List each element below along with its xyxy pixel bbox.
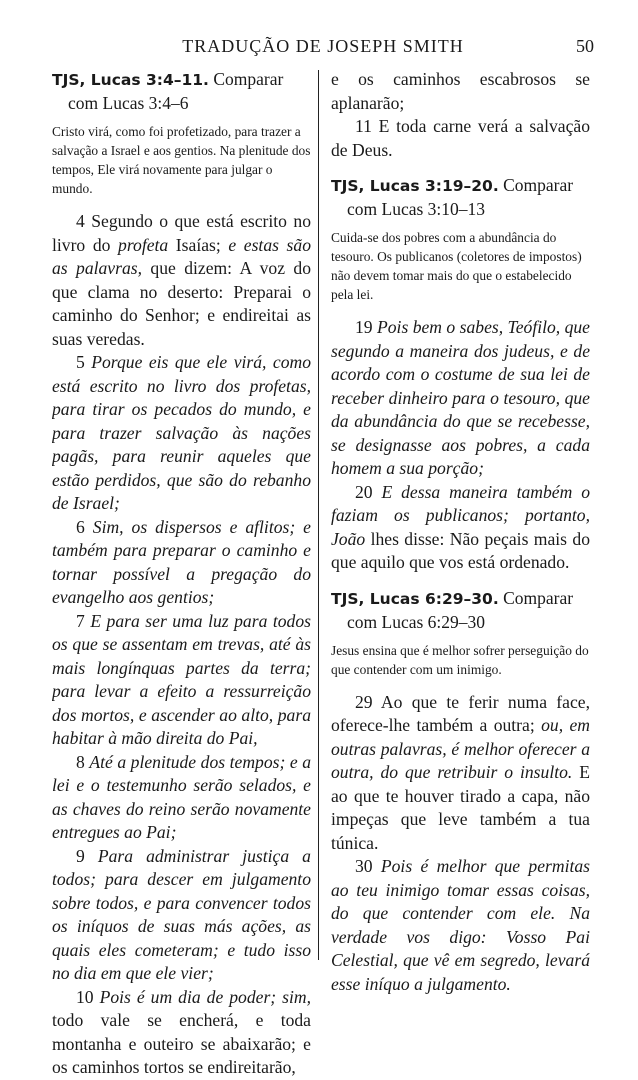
- verse-text: 4 Segundo o que está escrito no livro do: [52, 211, 311, 255]
- verse-italic: e estas são as palavras,: [52, 234, 311, 278]
- heading-reference: TJS, Lucas 6:29–30.: [331, 589, 499, 608]
- verse-italic: ou, em outras palavras, é melhor oferecer a outra, do que retribuir o insulto.: [331, 715, 590, 782]
- verse-number: 20: [355, 481, 382, 502]
- verse-9: [52, 845, 311, 986]
- section-summary: Cuida-se dos pobres com a abundância do tesouro. Os publicanos (coletores de impostos) não devem tomar mais do que o estabelecido pela lei.: [331, 230, 582, 302]
- left-column: [52, 68, 311, 1080]
- column-divider: [318, 70, 319, 960]
- verse-11: 11 E toda carne verá a salvação de Deus.: [331, 116, 590, 160]
- verse-10-continuation: e os caminhos escabrosos se aplanarão;: [331, 69, 590, 113]
- right-column: [331, 68, 590, 996]
- verse-number: 5: [76, 352, 92, 372]
- heading-reference: TJS, Lucas 3:4–11.: [52, 71, 209, 89]
- verse-italic: E para ser uma luz para todos os que se assentam em trevas, até às mais longínquas partes da terra; para levar a efeito a ressurreição dos mortos, e ascender ao alto, para habitar à mão direita do Pai,: [52, 610, 311, 748]
- verse-number: 8: [76, 751, 90, 772]
- verse-30: [331, 855, 590, 996]
- verse-number: 30: [355, 856, 381, 876]
- verse-italic: Sim, os dispersos e aflitos; e também para preparar o caminho e tornar possível a pregação do evangelho aos gentios;: [52, 516, 311, 607]
- verse-4: [52, 210, 311, 351]
- running-header: [52, 36, 594, 60]
- verse-italic: E dessa maneira também o faziam os publicanos; portanto, João: [331, 481, 590, 549]
- verse-29: [331, 691, 590, 856]
- section-heading: [52, 68, 311, 115]
- verse-number: 10: [76, 986, 100, 1007]
- verse-20: [331, 481, 590, 575]
- verse-italic: Pois bem o sabes, Teófilo, que segundo a maneira dos judeus, e de acordo com o costume de sua lei de receber dinheiro para o tesouro, que da abundância do que se recebesse, se designasse aos pobres, a cada homem a sua porção;: [331, 317, 590, 478]
- section-heading: [331, 174, 590, 221]
- book-title: TRADUÇÃO DE JOSEPH SMITH: [182, 36, 464, 56]
- verse-italic: Porque eis que ele virá, como está escrito no livro dos profetas, para tirar os pecados do mundo, e para trazer salvação às nações pagãs, para reunir aqueles que estão perdidos, que são do rebanho de Israel;: [52, 352, 311, 513]
- verse-italic: Até a plenitude dos tempos; e a lei e o testemunho serão selados, e as chaves do reino serão novamente entregues ao Pai;: [52, 751, 311, 842]
- verse-19: [331, 316, 590, 481]
- verse-number: 9: [76, 845, 98, 866]
- verse-5: [52, 351, 311, 516]
- verse-italic: Para administrar justiça a todos; para descer em julgamento sobre todos, e para convencer todos os iníquos de suas más ações, as quais eles cometeram; e tudo isso no dia em que ele vier;: [52, 845, 311, 983]
- heading-compare: Comparar com Lucas 6:29–30: [347, 587, 574, 632]
- verse-number: 19: [355, 317, 378, 337]
- verse-text: que dizem: A voz do que clama no deserto: Preparai o caminho do Senhor; e endireitai as suas veredas.: [52, 258, 311, 349]
- verse-text: E ao que te houver tirado a capa, não impeças que leve também a tua túnica.: [331, 762, 590, 853]
- section-summary: Cristo virá, como foi profetizado, para trazer a salvação a Israel e aos gentios. Na plenitude dos tempos, Ele virá novamente para julgar o mundo.: [52, 124, 311, 196]
- heading-compare: Comparar com Lucas 3:4–6: [68, 69, 284, 113]
- verse-text: 29 Ao que te ferir numa face, oferece-lhe também a outra;: [331, 691, 590, 735]
- verse-number: 7: [76, 610, 91, 631]
- page-number: 50: [576, 36, 594, 56]
- verse-text: Isaías;: [168, 234, 229, 255]
- verse-italic: profeta: [118, 234, 169, 255]
- verse-7: [52, 610, 311, 751]
- verse-6: [52, 516, 311, 610]
- verse-number: 6: [76, 516, 93, 537]
- verse-text: lhes disse: Não peçais mais do que aquilo que vos está ordenado.: [331, 528, 590, 572]
- verse-italic: Pois é um dia de poder; sim,: [99, 986, 311, 1007]
- heading-reference: TJS, Lucas 3:19–20.: [331, 177, 499, 195]
- section-heading: [331, 587, 590, 634]
- verse-10: [52, 986, 311, 1080]
- section-summary: Jesus ensina que é melhor sofrer perseguição do que contender com um inimigo.: [331, 642, 589, 677]
- verse-text: todo vale se encherá, e toda montanha e outeiro se abaixarão; e os caminhos tortos se endireitarão,: [52, 1010, 311, 1077]
- heading-compare: Comparar com Lucas 3:10–13: [347, 175, 574, 219]
- verse-8: [52, 751, 311, 845]
- verse-italic: Pois é melhor que permitas ao teu inimigo tomar essas coisas, do que contender com ele. Na verdade vos digo: Vosso Pai Celestial, que vê em segredo, levará esse iníquo a julgamento.: [331, 856, 590, 994]
